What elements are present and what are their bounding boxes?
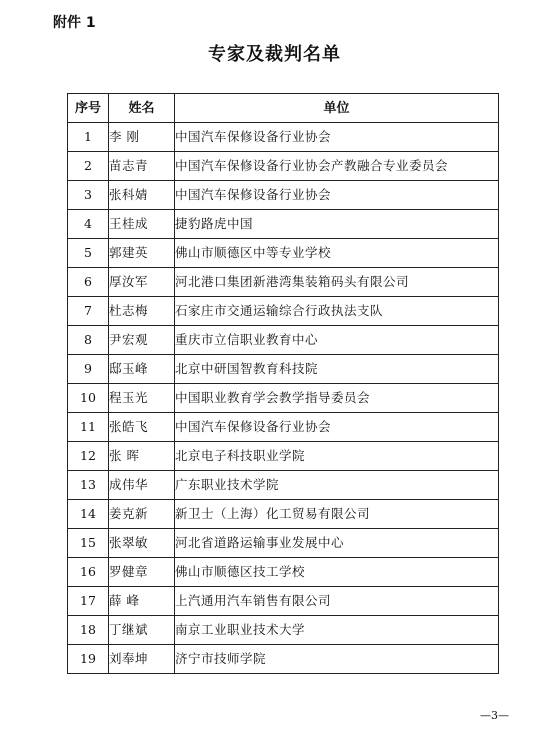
cell-no: 7	[68, 297, 109, 326]
header-name: 姓名	[109, 94, 175, 123]
cell-unit: 济宁市技师学院	[175, 645, 499, 674]
table-row	[68, 500, 499, 529]
cell-no: 15	[68, 529, 109, 558]
cell-name: 张皓飞	[109, 413, 175, 442]
table-row	[68, 326, 499, 355]
cell-unit: 新卫士（上海）化工贸易有限公司	[175, 500, 499, 529]
cell-name: 苗志青	[109, 152, 175, 181]
cell-unit: 河北港口集团新港湾集装箱码头有限公司	[175, 268, 499, 297]
cell-name: 郭建英	[109, 239, 175, 268]
cell-no: 6	[68, 268, 109, 297]
cell-unit: 佛山市顺德区技工学校	[175, 558, 499, 587]
cell-no: 1	[68, 123, 109, 152]
cell-no: 3	[68, 181, 109, 210]
cell-no: 18	[68, 616, 109, 645]
attachment-label: 附件 1	[53, 15, 96, 31]
table-row	[68, 384, 499, 413]
cell-no: 8	[68, 326, 109, 355]
cell-no: 16	[68, 558, 109, 587]
cell-no: 19	[68, 645, 109, 674]
table-row	[68, 616, 499, 645]
cell-unit: 中国汽车保修设备行业协会产教融合专业委员会	[175, 152, 499, 181]
document-title: 专家及裁判名单	[208, 44, 341, 65]
table-row	[68, 355, 499, 384]
cell-unit: 石家庄市交通运输综合行政执法支队	[175, 297, 499, 326]
cell-no: 17	[68, 587, 109, 616]
cell-unit: 河北省道路运输事业发展中心	[175, 529, 499, 558]
cell-no: 13	[68, 471, 109, 500]
cell-name: 李 刚	[109, 123, 175, 152]
header-no: 序号	[68, 94, 109, 123]
page-number: —3—	[480, 709, 509, 722]
cell-name: 成伟华	[109, 471, 175, 500]
table-row	[68, 558, 499, 587]
cell-unit: 广东职业技术学院	[175, 471, 499, 500]
cell-unit: 中国汽车保修设备行业协会	[175, 413, 499, 442]
cell-no: 12	[68, 442, 109, 471]
table-row	[68, 210, 499, 239]
table-row	[68, 152, 499, 181]
cell-unit: 中国职业教育学会教学指导委员会	[175, 384, 499, 413]
cell-name: 张科婧	[109, 181, 175, 210]
cell-unit: 捷豹路虎中国	[175, 210, 499, 239]
cell-name: 罗健章	[109, 558, 175, 587]
header-unit: 单位	[175, 94, 499, 123]
table-row	[68, 268, 499, 297]
table-row	[68, 413, 499, 442]
cell-no: 10	[68, 384, 109, 413]
table-row	[68, 239, 499, 268]
cell-name: 丁继斌	[109, 616, 175, 645]
cell-unit: 南京工业职业技术大学	[175, 616, 499, 645]
cell-unit: 北京电子科技职业学院	[175, 442, 499, 471]
cell-no: 4	[68, 210, 109, 239]
cell-name: 王桂成	[109, 210, 175, 239]
cell-name: 邸玉峰	[109, 355, 175, 384]
cell-no: 5	[68, 239, 109, 268]
cell-no: 14	[68, 500, 109, 529]
table-row	[68, 181, 499, 210]
cell-unit: 中国汽车保修设备行业协会	[175, 181, 499, 210]
table-row	[68, 587, 499, 616]
table-row	[68, 123, 499, 152]
table-row	[68, 645, 499, 674]
table-row	[68, 529, 499, 558]
cell-unit: 佛山市顺德区中等专业学校	[175, 239, 499, 268]
table-row	[68, 471, 499, 500]
table-row	[68, 442, 499, 471]
cell-name: 薛 峰	[109, 587, 175, 616]
expert-referee-table	[67, 93, 499, 674]
table-body	[68, 123, 499, 674]
cell-name: 尹宏观	[109, 326, 175, 355]
cell-name: 厚汝军	[109, 268, 175, 297]
cell-name: 刘奉坤	[109, 645, 175, 674]
cell-unit: 重庆市立信职业教育中心	[175, 326, 499, 355]
table-row	[68, 297, 499, 326]
cell-unit: 中国汽车保修设备行业协会	[175, 123, 499, 152]
cell-name: 程玉光	[109, 384, 175, 413]
cell-name: 姜克新	[109, 500, 175, 529]
cell-name: 张翠敏	[109, 529, 175, 558]
cell-unit: 上汽通用汽车销售有限公司	[175, 587, 499, 616]
table-header-row	[68, 94, 499, 123]
cell-name: 张 晖	[109, 442, 175, 471]
cell-no: 2	[68, 152, 109, 181]
cell-name: 杜志梅	[109, 297, 175, 326]
cell-no: 9	[68, 355, 109, 384]
cell-unit: 北京中研国智教育科技院	[175, 355, 499, 384]
cell-no: 11	[68, 413, 109, 442]
